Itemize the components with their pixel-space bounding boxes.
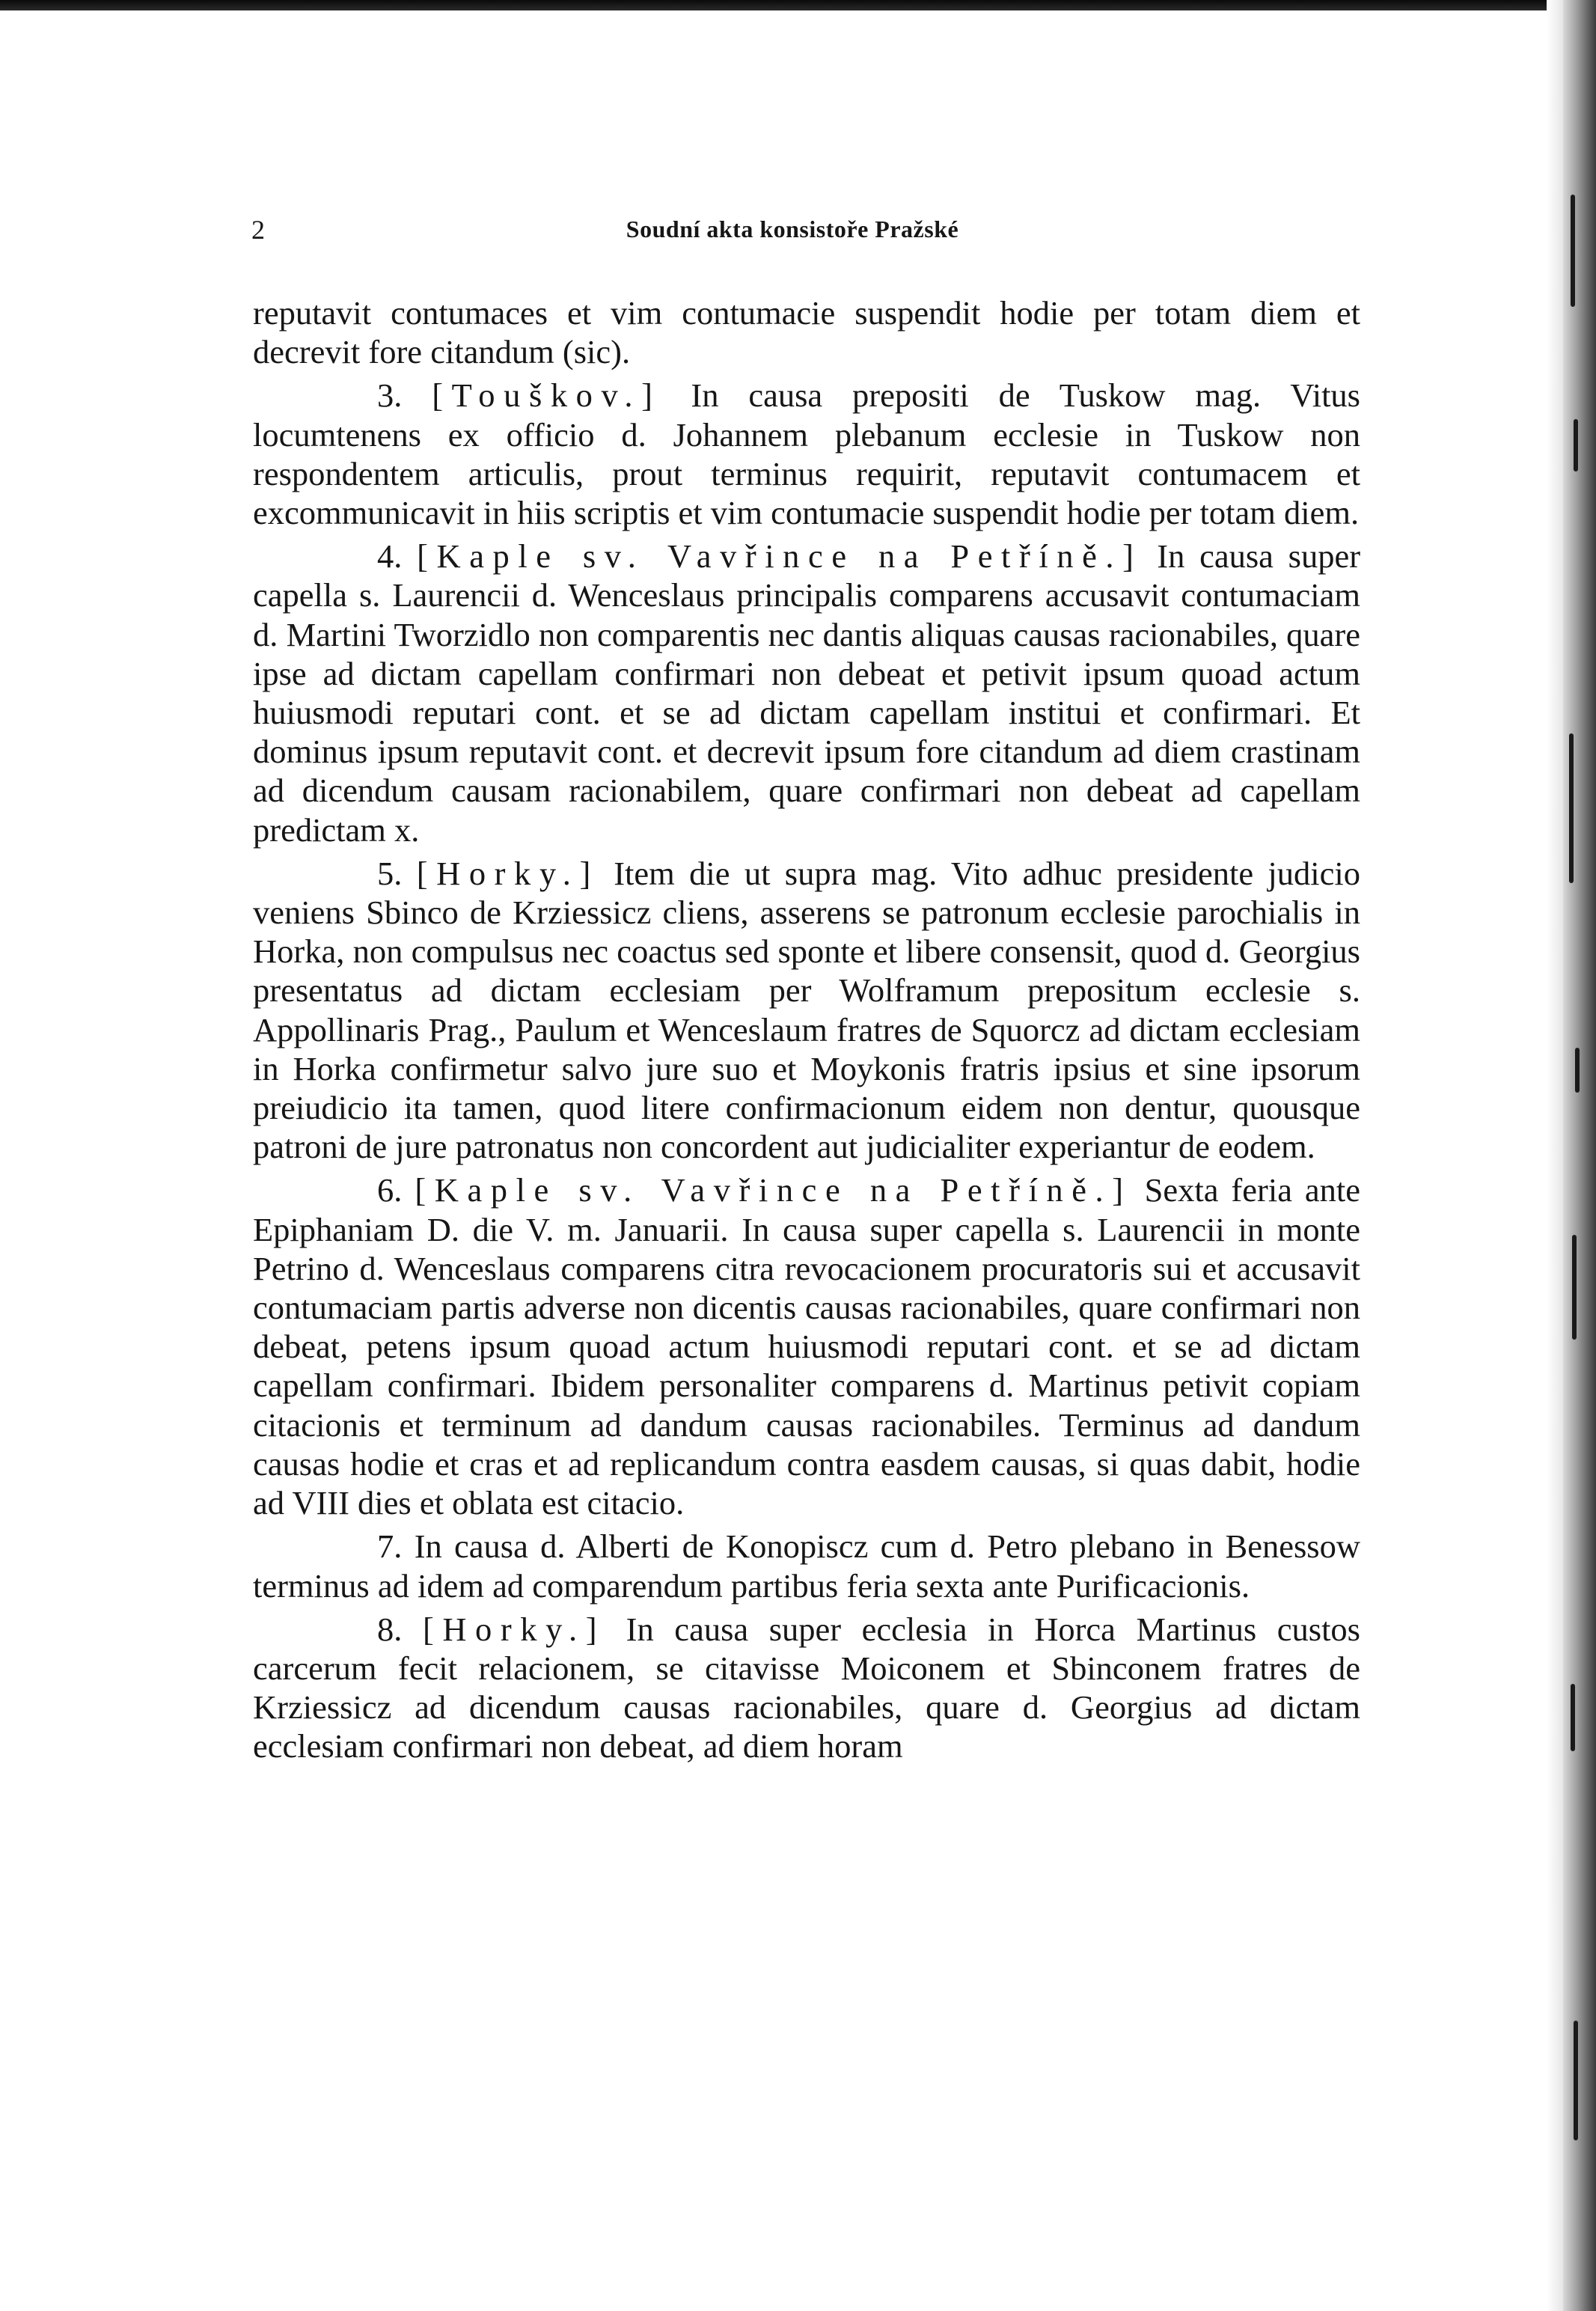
entry-number: 8. [377,1610,403,1648]
running-head [251,214,1333,251]
entry-4 [253,537,1360,849]
body-text [253,293,1360,1771]
entry-3 [253,376,1360,532]
entry-text: In causa super capella s. Laurencii d. Wenceslaus principalis comparens accusavit contumaciam d. Martini Tworzidlo non comparentis nec dantis aliquas causas racionabiles, quare ipse ad dictam capellam confirmari non debeat et petivit ipsum quoad actum huiusmodi reputari cont. et se ad dictam capellam institui et confirmari. Et dominus ipsum reputavit cont. et decrevit ipsum fore citandum ad diem crastinam ad dicendum causam racionabilem, quare confirmari non debeat ad capellam predictam x. [253,537,1361,849]
entry-number: 4. [377,537,403,576]
entry-number: 6. [377,1171,403,1209]
entry-7 [253,1527,1360,1605]
entry-place: [Touškov.] [432,376,661,415]
entry-text: Sexta feria ante Epiphaniam D. die V. m. Januarii. In causa super capella s. Laurencii in monte Petrino d. Wenceslaus comparens citra revocacionem procuratoris sui et accusavit contumaciam partis adverse non dicentis causas racionabiles, quare confirmari non debeat, petens ipsum quoad actum huiusmodi reputari cont. et se ad dictam capellam confirmari. Ibidem personaliter comparens d. Martinus petivit copiam citacionis et terminum ad dandum causas racionabiles. Terminus ad dandum causas hodie et cras et ad replicandum contra easdem causas, si quas dabit, hodie ad VIII dies et oblata est citacio. [253,1171,1361,1522]
entry-8 [253,1610,1360,1766]
paragraph-continuation [253,293,1360,371]
entry-text: Item die ut supra mag. Vito adhuc presidente judicio veniens Sbinco de Krziessicz cliens, asserens se patronum ecclesie parochialis in Horka, non compulsus nec coactus sed sponte et libere consensit, quod d. Georgius presentatus ad dictam ecclesiam per Wolframum prepositum ecclesie s. Appollinaris Prag., Paulum et Wenceslaum fratres de Squorcz ad dictam ecclesiam in Horka confirmetur salvo jure suo et Moykonis fratris ipsius et sine ipsorum preiudicio ita tamen, quod litere confirmacionum eidem non dentur, quousque patroni de jure patronatus non concordent aut judicialiter experiantur de eodem. [253,854,1361,1166]
entry-place: [Horky.] [416,854,599,892]
entry-place: [Horky.] [422,1610,606,1648]
entry-number: 7. [377,1527,403,1566]
page-number: 2 [251,215,265,245]
entry-place: [Kaple sv. Vavřince na Petříně.] [417,537,1143,576]
entry-text: In causa d. Alberti de Konopiscz cum d. Petro plebano in Benessow terminus ad idem ad comparendum partibus feria sexta ante Purificacionis. [253,1527,1361,1605]
entry-5 [253,854,1360,1167]
entry-6 [253,1170,1360,1522]
scan-top-edge [0,0,1596,10]
running-title: Soudní akta konsistoře Pražské [626,216,959,242]
scan-page-gutter [1547,0,1563,2311]
entry-place: [Kaple sv. Vavřince na Petříně.] [415,1171,1132,1209]
entry-number: 5. [377,854,403,892]
entry-text: In causa prepositi de Tuskow mag. Vitus locumtenens ex officio d. Johannem plebanum ecclesie in Tuskow non respondentem articulis, prout terminus requirit, reputavit contumacem et excommunicavit in hiis scriptis et vim contumacie suspendit hodie per totam diem. [253,376,1361,532]
entry-text: In causa super ecclesia in Horca Martinus custos carcerum fecit relacionem, se citavisse Moiconem et Sbinconem fratres de Krziessicz ad dicendum causas racionabiles, quare d. Georgius ad dictam ecclesiam confirmari non debeat, ad diem horam [253,1610,1361,1765]
entry-number: 3. [377,376,403,415]
scan-right-edge [1563,0,1596,2311]
paragraph-text: reputavit contumaces et vim contumacie suspendit hodie per totam diem et decrevit fore citandum (sic). [253,294,1360,371]
